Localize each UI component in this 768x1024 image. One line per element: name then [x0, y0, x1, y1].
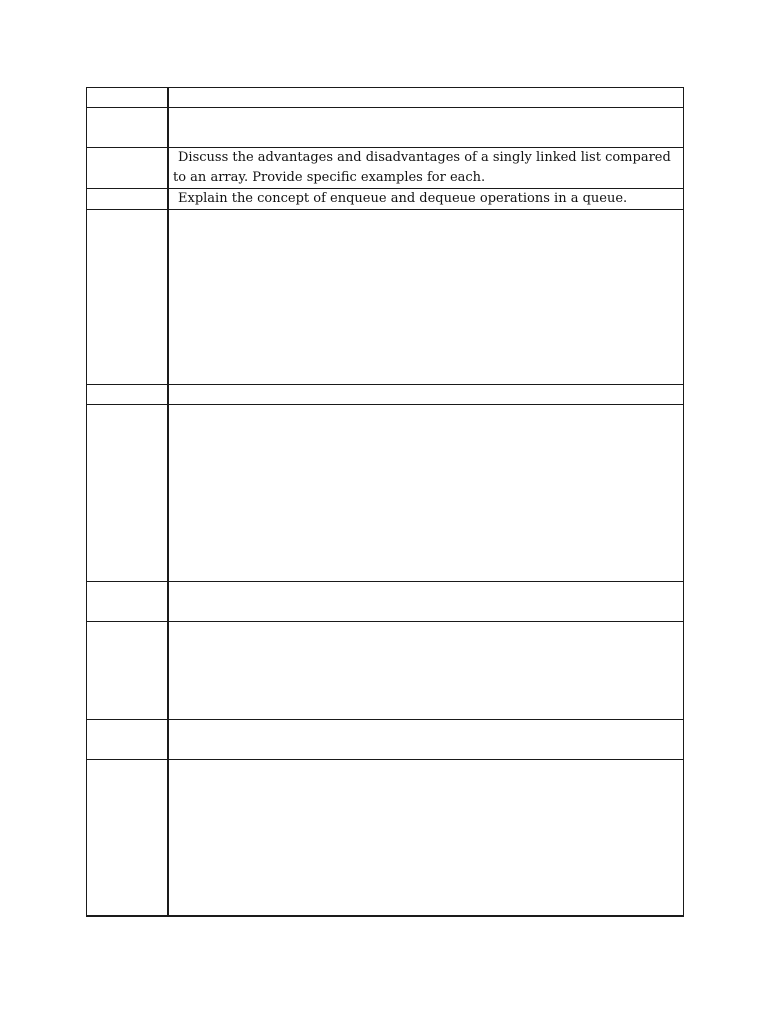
table-row — [87, 385, 684, 405]
table-row — [87, 189, 684, 210]
table-row — [87, 148, 684, 189]
label-cell — [87, 189, 169, 210]
table-row — [87, 88, 684, 108]
content-cell — [168, 385, 684, 405]
table-row — [87, 405, 684, 582]
content-cell — [168, 582, 684, 622]
content-cell — [168, 108, 684, 148]
table-row — [87, 108, 684, 148]
label-cell — [87, 720, 169, 760]
table-row — [87, 622, 684, 720]
table-row — [87, 760, 684, 917]
content-cell — [168, 720, 684, 760]
question-cell — [168, 148, 684, 189]
content-cell — [168, 88, 684, 108]
question-cell — [168, 189, 684, 210]
label-cell — [87, 405, 169, 582]
question-text: Explain the concept of enqueue and dequeue operations in a queue. — [178, 191, 628, 206]
label-cell — [87, 385, 169, 405]
answer-cell — [168, 760, 684, 917]
answer-cell — [168, 210, 684, 385]
label-cell — [87, 582, 169, 622]
question-text: Discuss the advantages and disadvantages of a singly linked list compared to an array. Provide specific examples for each. — [173, 150, 671, 185]
label-cell — [87, 108, 169, 148]
label-cell — [87, 148, 169, 189]
answer-cell — [168, 622, 684, 720]
question-table — [86, 87, 684, 917]
label-cell — [87, 622, 169, 720]
table-row — [87, 582, 684, 622]
table-row — [87, 210, 684, 385]
label-cell — [87, 210, 169, 385]
table-row — [87, 720, 684, 760]
label-cell — [87, 760, 169, 917]
label-cell — [87, 88, 169, 108]
answer-cell — [168, 405, 684, 582]
